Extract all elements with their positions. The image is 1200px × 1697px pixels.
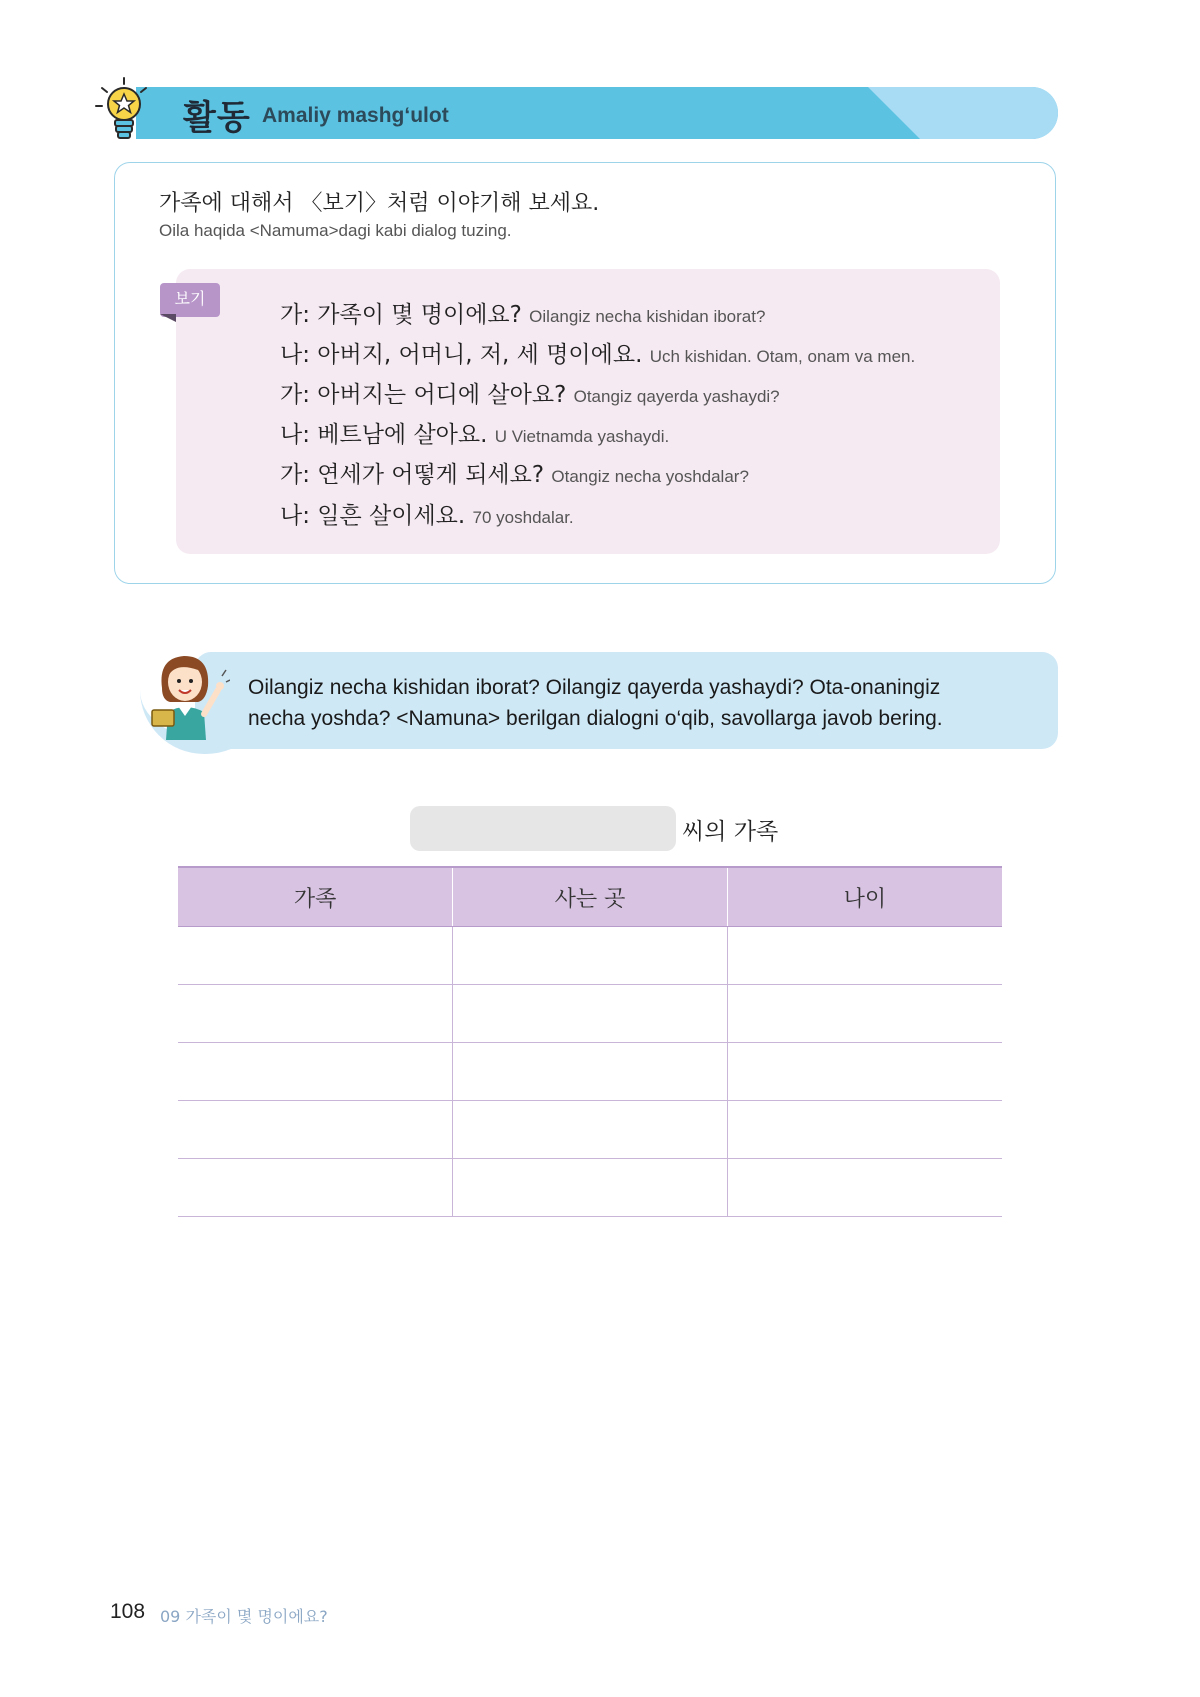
cell-input[interactable] [178, 1159, 452, 1216]
dialogue-korean: 아버지, 어머니, 저, 세 명이에요. [317, 342, 643, 368]
cell-input[interactable] [453, 1101, 727, 1158]
cell-input[interactable] [453, 1043, 727, 1100]
section-subtitle: Amaliy mashg‘ulot [262, 104, 449, 127]
table-cell[interactable] [178, 1043, 453, 1101]
speaker: 가: [280, 382, 310, 408]
cell-input[interactable] [453, 985, 727, 1042]
dialogue-uzbek: Oilangiz necha kishidan iborat? [529, 307, 766, 326]
family-table [178, 866, 1002, 1217]
speaker: 나: [280, 342, 310, 368]
table-row [178, 1043, 1002, 1101]
bubble-line: Oilangiz necha kishidan iborat? Oilangiz qayerda yashaydi? Ota-onaningiz [248, 676, 941, 699]
column-header-age: 나이 [727, 867, 1002, 927]
column-header-residence: 사는 곳 [453, 867, 728, 927]
bubble-text [248, 672, 1048, 734]
table-cell[interactable] [453, 1159, 728, 1217]
dialogue-uzbek: U Vietnamda yashaydi. [494, 427, 670, 446]
chapter-title: 09 가족이 몇 명이에요? [160, 1607, 328, 1626]
table-cell[interactable] [727, 1159, 1002, 1217]
table-cell[interactable] [727, 1101, 1002, 1159]
instruction-uzbek: Oila haqida <Namuma>dagi kabi dialog tuzing. [159, 221, 512, 240]
dialogue-line [280, 456, 749, 489]
cell-input[interactable] [728, 1101, 1002, 1158]
bubble-line: necha yoshda? <Namuna> berilgan dialogni o‘qib, savollarga javob bering. [248, 707, 943, 730]
dialogue-line [280, 416, 669, 449]
table-cell[interactable] [453, 985, 728, 1043]
dialogue-uzbek: Otangiz necha yoshdalar? [551, 467, 749, 486]
dialogue-uzbek: Otangiz qayerda yashaydi? [573, 387, 780, 406]
table-cell[interactable] [453, 927, 728, 985]
speaker: 가: [280, 302, 310, 328]
cell-input[interactable] [453, 1159, 727, 1216]
speaker: 나: [280, 503, 310, 529]
cell-input[interactable] [728, 1159, 1002, 1216]
instruction-korean: 가족에 대해서 〈보기〉처럼 이야기해 보세요. [159, 191, 600, 216]
tag-fold [160, 314, 176, 322]
cell-input[interactable] [178, 985, 452, 1042]
cell-input[interactable] [453, 927, 727, 984]
banner-accent [868, 87, 1058, 139]
table-row [178, 927, 1002, 985]
page-number: 108 [110, 1600, 146, 1623]
cell-input[interactable] [178, 1043, 452, 1100]
dialogue-uzbek: Uch kishidan. Otam, onam va men. [649, 347, 916, 366]
teacher-illustration [148, 648, 230, 740]
section-title: 활동 [183, 98, 251, 138]
dialogue-line [280, 296, 765, 329]
lightbulb-icon [94, 76, 154, 144]
dialogue-korean: 연세가 어떻게 되세요? [317, 462, 545, 488]
example-tag: 보기 [160, 283, 220, 317]
table-cell[interactable] [727, 927, 1002, 985]
dialogue-korean: 베트남에 살아요. [317, 422, 488, 448]
dialogue-line [280, 497, 574, 530]
dialogue-korean: 아버지는 어디에 살아요? [317, 382, 567, 408]
table-cell[interactable] [727, 1043, 1002, 1101]
table-cell[interactable] [178, 1159, 453, 1217]
table-cell[interactable] [453, 1043, 728, 1101]
cell-input[interactable] [178, 1101, 452, 1158]
table-row [178, 985, 1002, 1043]
name-suffix-label: 씨의 가족 [682, 819, 779, 845]
column-header-family: 가족 [178, 867, 453, 927]
table-row [178, 1159, 1002, 1217]
dialogue-uzbek: 70 yoshdalar. [472, 508, 574, 527]
dialogue-line [280, 336, 915, 369]
table-cell[interactable] [178, 1101, 453, 1159]
cell-input[interactable] [728, 927, 1002, 984]
table-cell[interactable] [727, 985, 1002, 1043]
table-cell[interactable] [178, 927, 453, 985]
dialogue-line [280, 376, 780, 409]
name-input[interactable] [410, 806, 676, 851]
speaker: 나: [280, 422, 310, 448]
table-header-row [178, 867, 1002, 927]
speaker: 가: [280, 462, 310, 488]
cell-input[interactable] [728, 1043, 1002, 1100]
cell-input[interactable] [728, 985, 1002, 1042]
dialogue-korean: 가족이 몇 명이에요? [317, 302, 522, 328]
table-cell[interactable] [178, 985, 453, 1043]
table-row [178, 1101, 1002, 1159]
table-cell[interactable] [453, 1101, 728, 1159]
cell-input[interactable] [178, 927, 452, 984]
dialogue-korean: 일흔 살이세요. [317, 503, 466, 529]
